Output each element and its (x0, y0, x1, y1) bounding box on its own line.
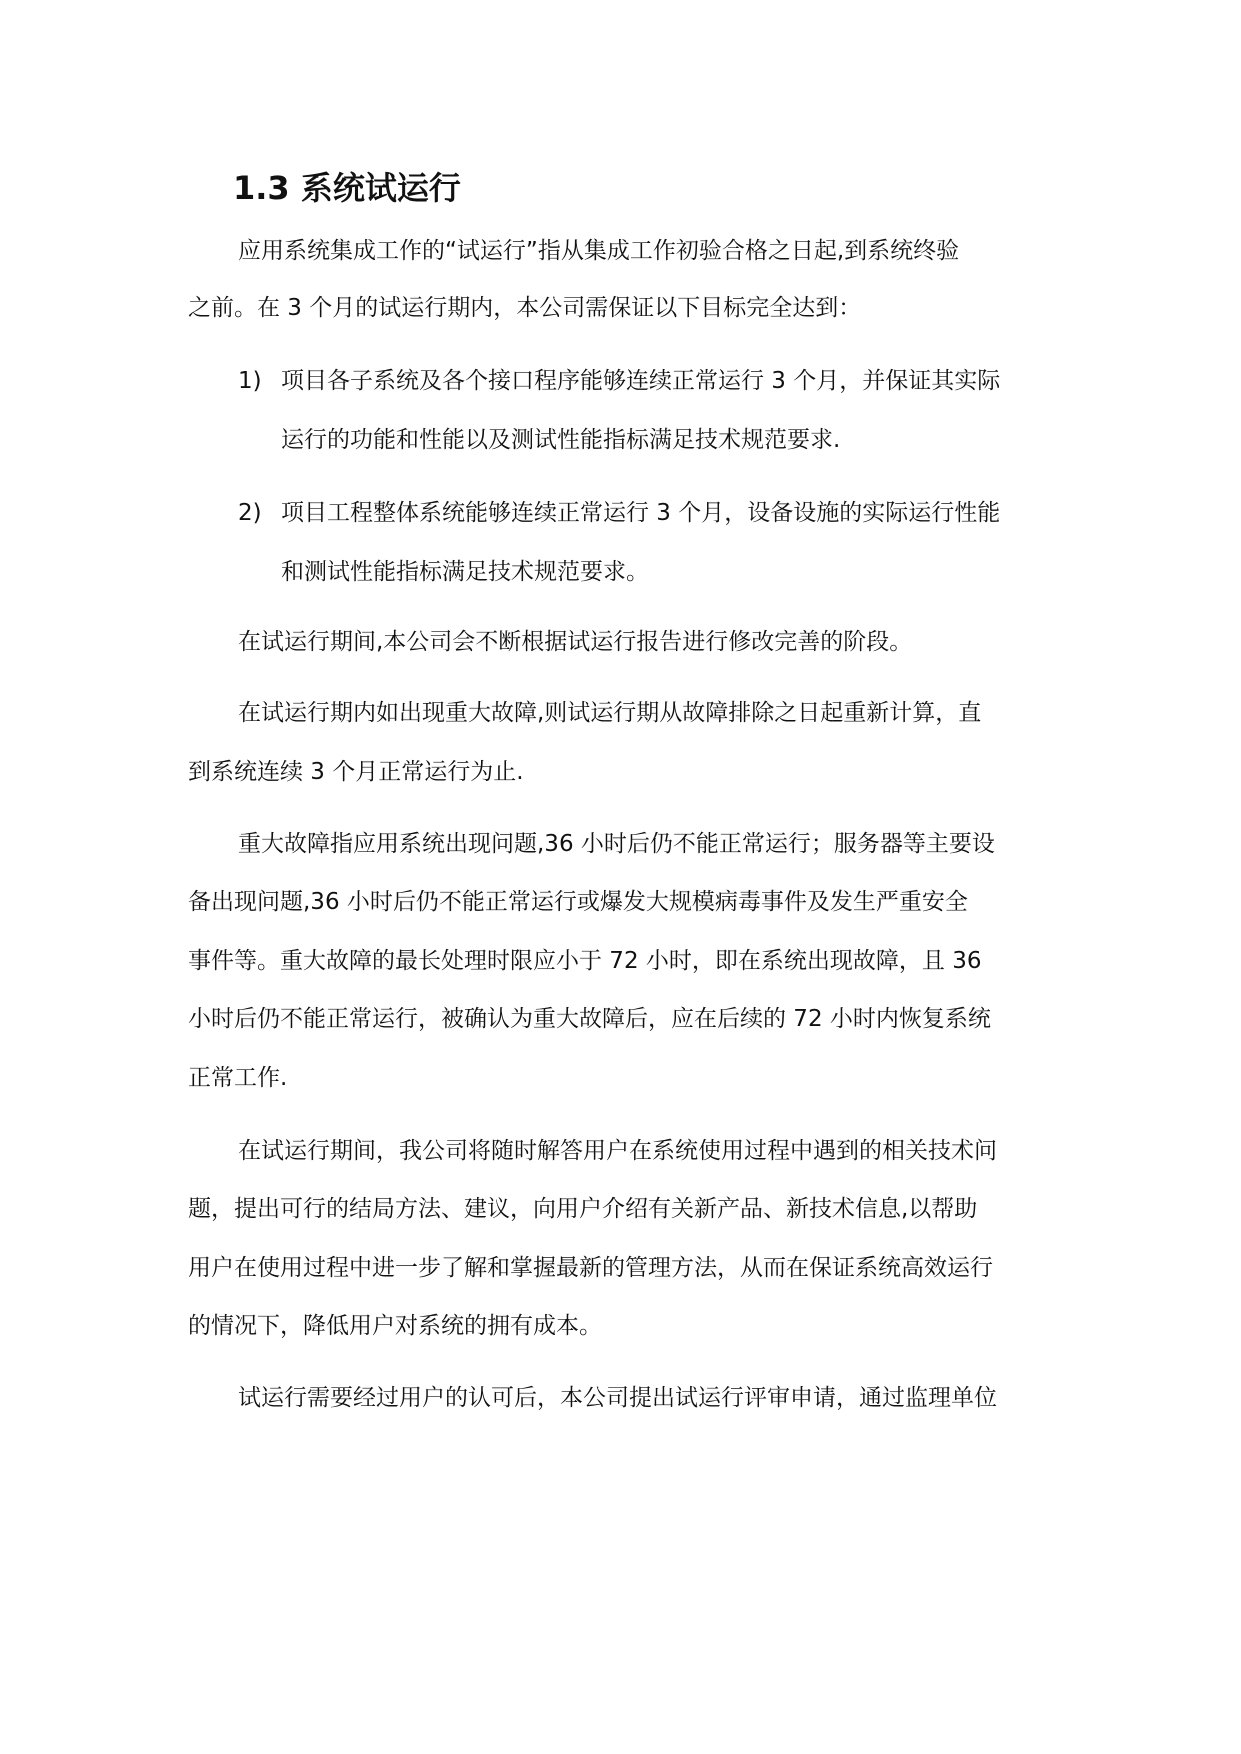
paragraph-line: 试运行需要经过用户的认可后，本公司提出试运行评审申请，通过监理单位 (238, 1385, 997, 1411)
paragraph-line: 小时后仍不能正常运行，被确认为重大故障后，应在后续的 72 小时内恢复系统 (188, 1006, 991, 1032)
paragraph-line: 在试运行期间,本公司会不断根据试运行报告进行修改完善的阶段。 (238, 629, 913, 655)
list-item-line (238, 364, 1000, 398)
paragraph-line: 正常工作. (188, 1065, 288, 1091)
list-item-line (238, 496, 1000, 530)
list-marker: 1) (238, 368, 262, 394)
list-item-line: 和测试性能指标满足技术规范要求。 (281, 559, 649, 585)
paragraph-line: 题，提出可行的结局方法、建议，向用户介绍有关新产品、新技术信息,以帮助 (188, 1196, 978, 1222)
paragraph-line: 之前。在 3 个月的试运行期内，本公司需保证以下目标完全达到： (188, 295, 862, 321)
paragraph-line: 在试运行期内如出现重大故障,则试运行期从故障排除之日起重新计算，直 (238, 700, 982, 726)
paragraph-line: 事件等。重大故障的最长处理时限应小于 72 小时，即在系统出现故障，且 36 (188, 948, 982, 974)
section-heading (233, 166, 461, 210)
list-item-text: 项目工程整体系统能够连续正常运行 3 个月，设备设施的实际运行性能 (281, 500, 1001, 526)
paragraph-line: 到系统连续 3 个月正常运行为止. (188, 759, 524, 785)
list-item-text: 项目各子系统及各个接口程序能够连续正常运行 3 个月，并保证其实际 (281, 368, 1001, 394)
paragraph-line: 用户在使用过程中进一步了解和掌握最新的管理方法，从而在保证系统高效运行 (188, 1255, 993, 1281)
list-item-line: 运行的功能和性能以及测试性能指标满足技术规范要求. (281, 427, 841, 453)
paragraph-line: 在试运行期间，我公司将随时解答用户在系统使用过程中遇到的相关技术问 (238, 1138, 997, 1164)
paragraph-line: 的情况下，降低用户对系统的拥有成本。 (188, 1313, 602, 1339)
section-title: 系统试运行 (300, 169, 461, 207)
paragraph-line: 备出现问题,36 小时后仍不能正常运行或爆发大规模病毒事件及发生严重安全 (188, 889, 968, 915)
paragraph-line: 重大故障指应用系统出现问题,36 小时后仍不能正常运行；服务器等主要设 (238, 831, 995, 857)
section-number: 1.3 (233, 169, 290, 207)
list-marker: 2) (238, 500, 262, 526)
paragraph-line: 应用系统集成工作的“试运行”指从集成工作初验合格之日起,到系统终验 (238, 238, 960, 264)
